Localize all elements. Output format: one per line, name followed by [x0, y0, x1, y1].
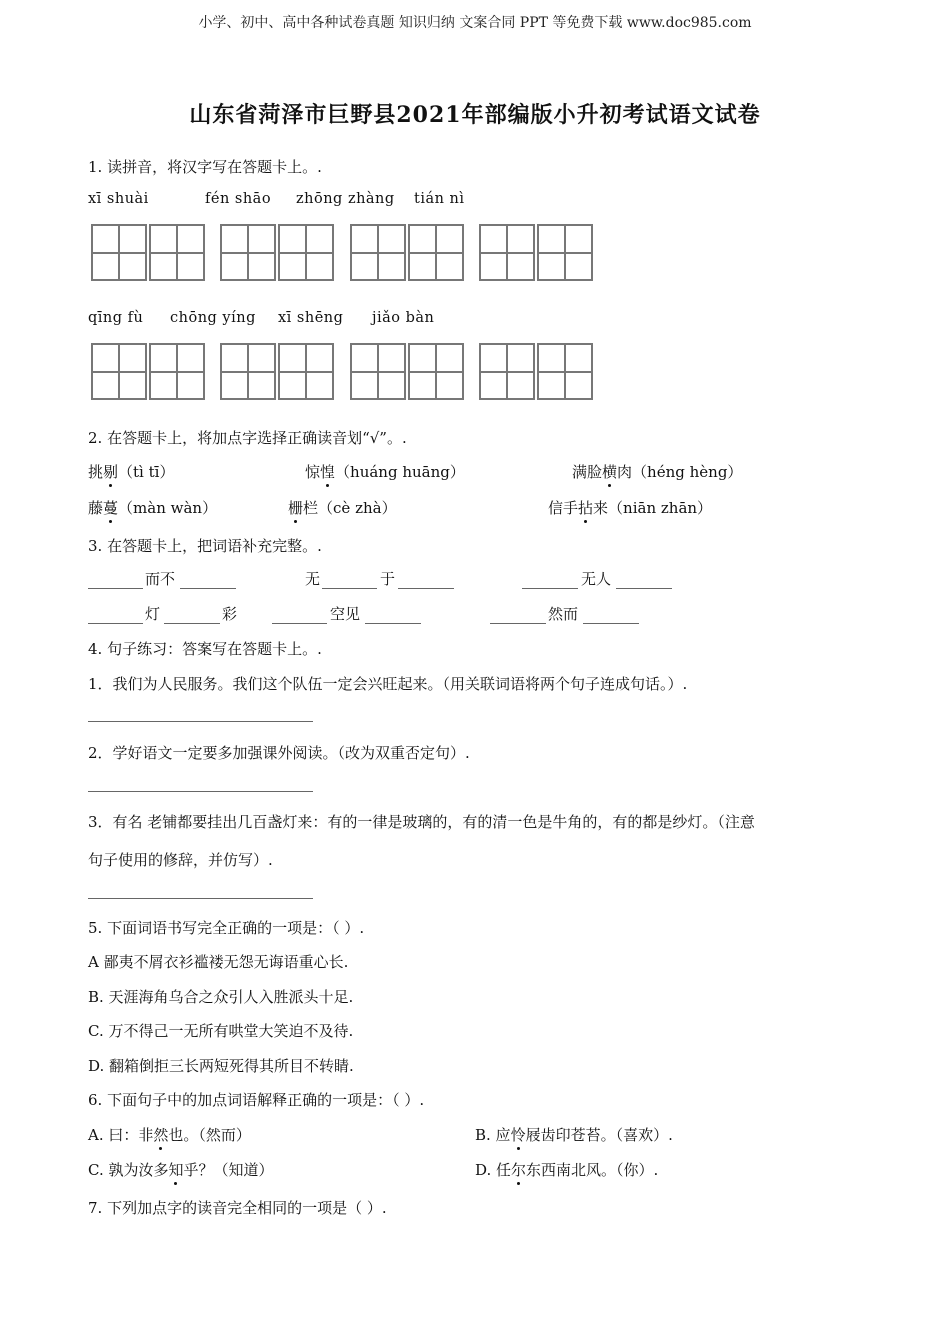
q3-word: 无: [305, 570, 321, 588]
answer-grid[interactable]: [220, 224, 336, 285]
q2-item: 满脸横肉（héng hèng）: [572, 463, 743, 481]
q3-word: 空见: [330, 605, 361, 623]
q1-pinyin-3: zhōng zhàng: [296, 191, 395, 207]
q1-stem: 1. 读拼音，将汉字写在答题卡上。.: [88, 158, 322, 176]
blank-line[interactable]: [490, 622, 546, 624]
q4-sentence-2: 2．学好语文一定要多加强课外阅读。（改为双重否定句）.: [88, 744, 470, 762]
blank-line[interactable]: [616, 587, 672, 589]
q1-pinyin-8: jiǎo bàn: [372, 310, 435, 326]
blank-line[interactable]: [88, 622, 143, 624]
q3-word: 无人: [581, 570, 612, 588]
q3-word: 然而: [548, 605, 579, 623]
q1-pinyin-5: qīng fù: [88, 310, 144, 326]
q5-stem: 5. 下面词语书写完全正确的一项是：（ ）.: [88, 919, 365, 937]
q6-option-d[interactable]: D. 任尔东西南北风。（你）.: [475, 1161, 659, 1179]
blank-line[interactable]: [398, 587, 454, 589]
answer-grid[interactable]: [479, 343, 595, 404]
answer-line[interactable]: [88, 897, 313, 899]
q3-word: 彩: [222, 605, 238, 623]
q4-stem: 4. 句子练习：答案写在答题卡上。.: [88, 640, 322, 658]
q1-pinyin-7: xī shēng: [278, 310, 344, 326]
answer-grid[interactable]: [479, 224, 595, 285]
q1-pinyin-6: chōng yíng: [170, 310, 256, 326]
q1-pinyin-2: fén shāo: [205, 191, 272, 207]
q2-item: 信手拈来（niān zhān）: [548, 499, 713, 517]
q6-option-c[interactable]: C. 孰为汝多知乎？（知道）: [88, 1161, 274, 1179]
answer-grid[interactable]: [350, 224, 466, 285]
q4-sentence-1: 1．我们为人民服务。我们这个队伍一定会兴旺起来。（用关联词语将两个句子连成句话。）.: [88, 675, 688, 693]
blank-line[interactable]: [522, 587, 578, 589]
q2-stem: 2. 在答题卡上，将加点字选择正确读音划“√”。.: [88, 429, 407, 447]
q6-stem: 6. 下面句子中的加点词语解释正确的一项是：（ ）.: [88, 1091, 425, 1109]
blank-line[interactable]: [272, 622, 327, 624]
answer-grid[interactable]: [91, 224, 207, 285]
q6-option-b[interactable]: B. 应怜屐齿印苍苔。（喜欢）.: [475, 1126, 673, 1144]
blank-line[interactable]: [88, 587, 143, 589]
answer-line[interactable]: [88, 720, 313, 722]
blank-line[interactable]: [164, 622, 220, 624]
answer-grid[interactable]: [91, 343, 207, 404]
blank-line[interactable]: [180, 587, 236, 589]
q3-word: 于: [380, 570, 396, 588]
q2-item: 栅栏（cè zhà）: [288, 499, 397, 517]
q4-sentence-3: 3．有名 老铺都要挂出几百盏灯来：有的一律是玻璃的，有的清一色是牛角的，有的都是纱灯。（注意: [88, 813, 755, 831]
q5-option-b[interactable]: B. 天涯海角乌合之众引人入胜派头十足.: [88, 988, 354, 1006]
blank-line[interactable]: [365, 622, 421, 624]
q6-option-a[interactable]: A. 曰：非然也。（然而）: [88, 1126, 251, 1144]
q2-item: 挑剔（tì tī）: [88, 463, 175, 481]
q7-stem: 7. 下列加点字的读音完全相同的一项是（ ）.: [88, 1199, 387, 1217]
blank-line[interactable]: [322, 587, 377, 589]
q2-item: 惊惶（huáng huāng）: [305, 463, 465, 481]
answer-grid[interactable]: [220, 343, 336, 404]
q5-option-a[interactable]: A 鄙夷不屑衣衫褴褛无怨无诲语重心长.: [88, 953, 349, 971]
page-title: 山东省菏泽市巨野县2021年部编版小升初考试语文试卷: [189, 102, 761, 128]
q3-word: 而不: [145, 570, 176, 588]
q5-option-c[interactable]: C. 万不得己一无所有哄堂大笑迫不及待.: [88, 1022, 354, 1040]
answer-grid[interactable]: [350, 343, 466, 404]
q3-word: 灯: [145, 605, 161, 623]
q1-pinyin-4: tián nì: [414, 191, 465, 207]
blank-line[interactable]: [583, 622, 639, 624]
q4-sentence-3-cont: 句子使用的修辞，并仿写）.: [88, 851, 273, 869]
q5-option-d[interactable]: D. 翻箱倒拒三长两短死得其所目不转睛.: [88, 1057, 354, 1075]
answer-line[interactable]: [88, 790, 313, 792]
q3-stem: 3. 在答题卡上，把词语补充完整。.: [88, 537, 322, 555]
site-banner: 小学、初中、高中各种试卷真题 知识归纳 文案合同 PPT 等免费下载 www.doc985.com: [198, 15, 752, 31]
q2-item: 藤蔓（màn wàn）: [88, 499, 218, 517]
q1-pinyin-1: xī shuài: [88, 191, 149, 207]
